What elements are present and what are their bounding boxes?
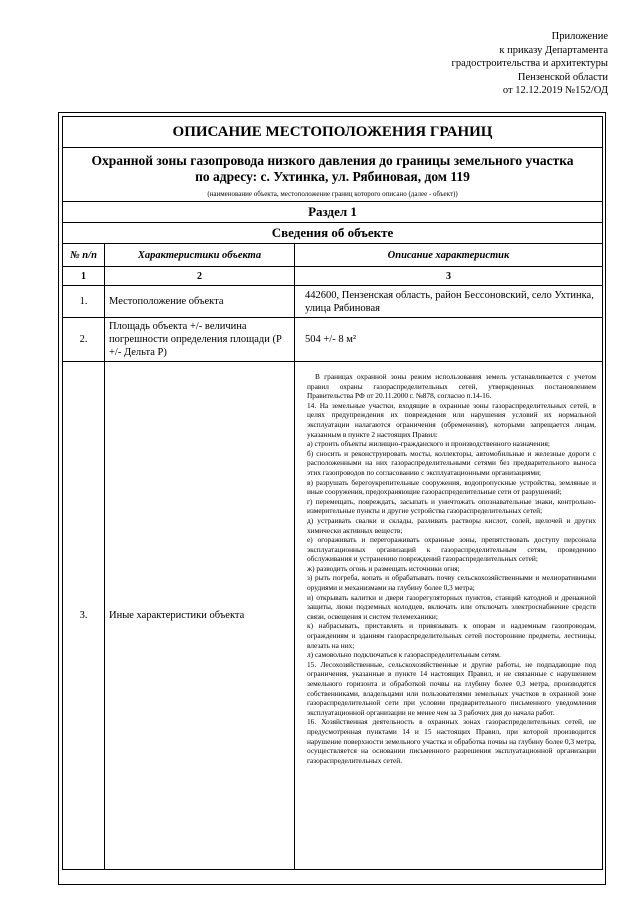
restriction-paragraph: б) сносить и реконструировать мосты, коллекторы, автомобильные и железные дороги с расположенными на них газораспределительными сетями без предварительного выноса этих газопроводов по согласованию с эксплуатационными организациями; bbox=[307, 448, 597, 477]
restriction-paragraph: В границах охранной зоны режим использования земель устанавливается с учетом правил охраны газораспределительных сетей, утвержденных постановлением Правительства РФ от 20.11.2000 г. №878, согласно п.14-16. bbox=[307, 372, 597, 401]
appendix-line: Приложение bbox=[551, 31, 608, 42]
header-num: № п/п bbox=[63, 244, 105, 267]
header-description: Описание характеристик bbox=[295, 244, 603, 267]
column-number: 3 bbox=[295, 267, 603, 286]
restriction-paragraph: а) строить объекты жилищно-гражданского и производственного назначения; bbox=[307, 439, 550, 449]
row-name: Площадь объекта +/- величина погрешности определения площади (Р +/- Дельта Р) bbox=[105, 318, 295, 362]
row-desc: 504 +/- 8 м² bbox=[295, 318, 603, 362]
row-desc: 442600, Пензенская область, район Бессоновский, село Ухтинка, улица Рябиновая bbox=[295, 286, 603, 318]
restriction-paragraph: ж) разводить огонь и размещать источники огня; bbox=[307, 563, 460, 573]
appendix-line: от 12.12.2019 №152/ОД bbox=[502, 85, 608, 97]
row-name: Иные характеристики объекта bbox=[105, 362, 295, 870]
section-subtitle: Сведения об объекте bbox=[63, 223, 603, 244]
restriction-paragraph: д) устраивать свалки и склады, разливать растворы кислот, солей, щелочей и других химически активных веществ; bbox=[307, 515, 597, 535]
column-number: 2 bbox=[105, 267, 295, 286]
object-title-line2: по адресу: с. Ухтинка, ул. Рябиновая, дом 119 bbox=[195, 169, 470, 184]
table-row bbox=[63, 362, 603, 870]
restriction-paragraph: 16. Хозяйственная деятельность в охранных зонах газораспределительных сетей, не предусмотренная пунктами 14 и 15 настоящих Правил, при которой производится нарушение поверхности земельного участка и обработка почвы на глубину более 0,3 метра, осуществляется на основании письменного разрешения эксплуатационной организации газораспределительных сетей. bbox=[307, 717, 597, 765]
restriction-paragraph: е) огораживать и перегораживать охранные зоны, препятствовать доступу персонала эксплуатационных организаций к газораспределительным сетям, проведению обслуживания и устранению повреждений газораспределительных сетей; bbox=[307, 535, 597, 564]
table-row bbox=[63, 286, 603, 318]
section-title: Раздел 1 bbox=[63, 202, 603, 223]
row-num: 3. bbox=[63, 362, 105, 870]
appendix-line: Пензенской области bbox=[517, 71, 608, 83]
object-title-line1: Охранной зоны газопровода низкого давления до границы земельного участка bbox=[91, 153, 574, 168]
restriction-paragraph: и) открывать калитки и двери газорегуляторных пунктов, станций катодной и дренажной защиты, люки подземных колодцев, включать или отключать электроснабжение средств связи, освещения и систем телемеханики; bbox=[307, 592, 597, 621]
appendix-block bbox=[452, 30, 608, 98]
restriction-paragraph: з) рыть погреба, копать и обрабатывать почву сельскохозяйственными и мелиоративными орудиями и механизмами на глубину более 0,3 метра; bbox=[307, 573, 597, 593]
restriction-paragraph: 14. На земельные участки, входящие в охранные зоны газораспределительных сетей, в целях предупреждения их повреждения или нарушения условий их нормальной эксплуатации налагаются ограничения (обременения), которыми запрещается лицам, указанным в пункте 2 настоящих Правил: bbox=[307, 400, 597, 439]
column-number: 1 bbox=[63, 267, 105, 286]
appendix-line: градостроительства и архитектуры bbox=[451, 58, 608, 70]
restriction-paragraph: г) перемещать, повреждать, засыпать и уничтожать опознавательные знаки, контрольно-измерительные пункты и другие устройства газораспределительных сетей; bbox=[307, 496, 597, 516]
row-name: Местоположение объекта bbox=[105, 286, 295, 318]
document-title: ОПИСАНИЕ МЕСТОПОЛОЖЕНИЯ ГРАНИЦ bbox=[63, 117, 603, 148]
appendix-line: к приказу Департамента bbox=[499, 44, 608, 56]
table-row bbox=[63, 318, 603, 362]
object-description-table bbox=[62, 116, 603, 870]
row-num: 1. bbox=[63, 286, 105, 318]
object-note: (наименование объекта, местоположение границ которого описано (далее - объект)) bbox=[63, 187, 603, 202]
restriction-paragraph: л) самовольно подключаться к газораспределительным сетям. bbox=[307, 650, 501, 660]
row-num: 2. bbox=[63, 318, 105, 362]
restriction-paragraph: 15. Лесохозяйственные, сельскохозяйственные и другие работы, не подпадающие под ограничения, указанные в пункте 14 настоящих Правил, и не связанные с нарушением земельного горизонта и обработкой почвы на глубину более 0,3 метра, производятся собственниками, владельцами или пользователями земельных участков в охранной зоне газораспределительной сети при условии предварительного письменного уведомления эксплуатационной организации не менее чем за 3 рабочих дня до начала работ. bbox=[307, 659, 597, 717]
header-characteristic: Характеристики объекта bbox=[105, 244, 295, 267]
row-desc-restrictions bbox=[295, 362, 603, 870]
restriction-paragraph: в) разрушать берегоукрепительные сооружения, водопропускные устройства, земляные и иные сооружения, предохраняющие газораспределительные сети от разрушений; bbox=[307, 477, 597, 497]
object-title bbox=[63, 148, 603, 188]
restriction-paragraph: к) набрасывать, приставлять и привязывать к опорам и надземным газопроводам, ограждениям и зданиям газораспределительных сетей посторонние предметы, лестницы, влезать на них; bbox=[307, 621, 597, 650]
